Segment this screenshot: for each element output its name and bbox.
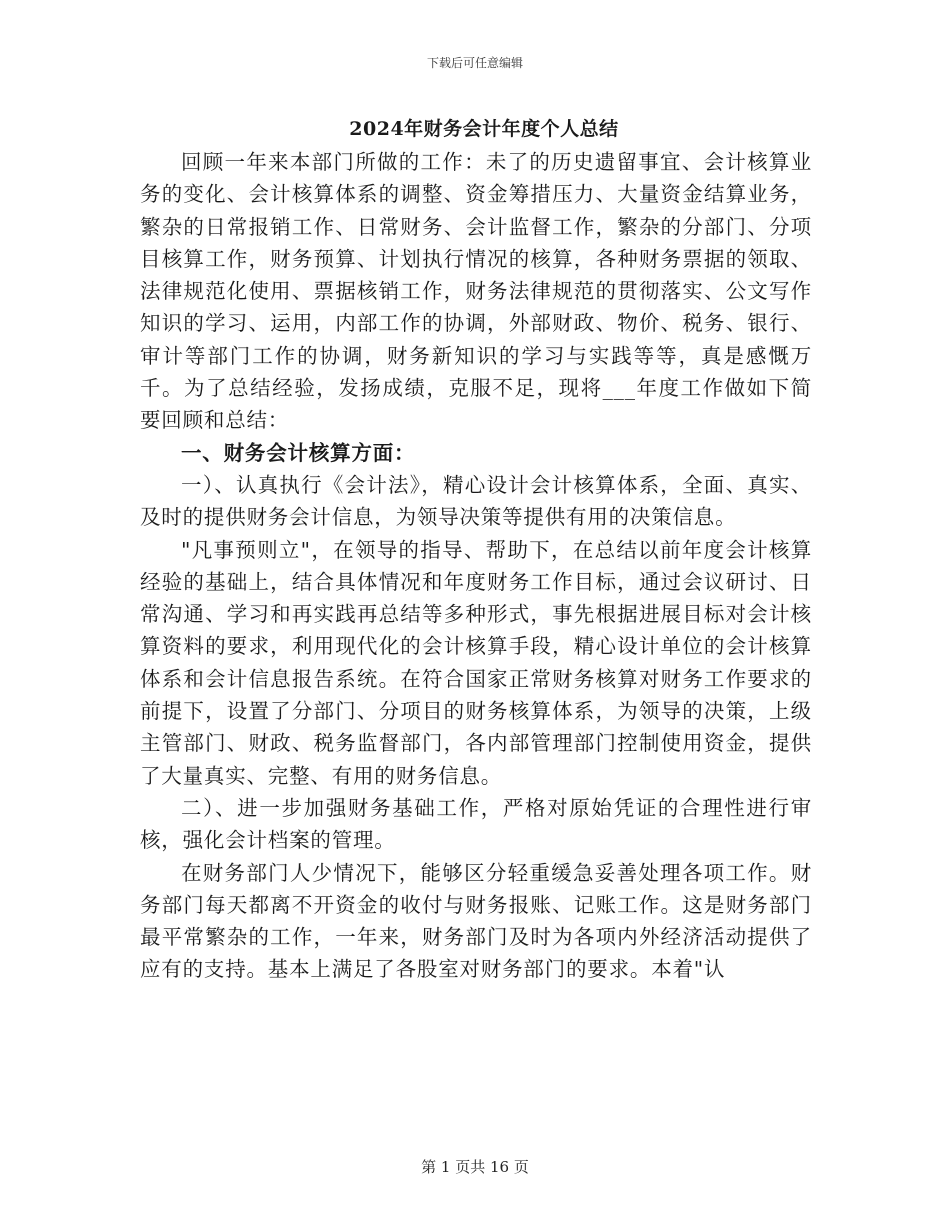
paragraph-item-1: 一）、认真执行《会计法》，精心设计会计核算体系，全面、真实、及时的提供财务会计信息，为领导决策等提供有用的决策信息。 xyxy=(140,472,812,530)
paragraph-item-2: 二）、进一步加强财务基础工作，严格对原始凭证的合理性进行审核，强化会计档案的管理。 xyxy=(140,795,812,853)
document-title: 2024年财务会计年度个人总结 xyxy=(349,118,619,140)
page-header-note: 下载后可任意编辑 xyxy=(426,56,523,70)
paragraph-planning: "凡事预则立"，在领导的指导、帮助下，在总结以前年度会计核算经验的基础上，结合具体情况和年度财务工作目标，通过会议研讨、日常沟通、学习和再实践再总结等多种形式，事先根据进展目标对会计核算资料的要求，利用现代化的会计核算手段，精心设计单位的会计核算体系和会计信息报告系统。在符合国家正常财务核算对财务工作要求的前提下，设置了分部门、分项目的财务核算体系，为领导的决策，上级主管部门、财政、税务监督部门，各内部管理部门控制使用资金，提供了大量真实、完整、有用的财务信息。 xyxy=(140,537,812,788)
document-body xyxy=(140,112,812,986)
paragraph-overview: 回顾一年来本部门所做的工作：未了的历史遗留事宜、会计核算业务的变化、会计核算体系的调整、资金筹措压力、大量资金结算业务，繁杂的日常报销工作、日常财务、会计监督工作，繁杂的分部门、分项目核算工作，财务预算、计划执行情况的核算，各种财务票据的领取、法律规范化使用、票据核销工作，财务法律规范的贯彻落实、公文写作知识的学习、运用，内部工作的协调，外部财政、物价、税务、银行、审计等部门工作的协调，财务新知识的学习与实践等等，真是感慨万千。为了总结经验，发扬成绩，克服不足，现将___年度工作做如下简要回顾和总结： xyxy=(140,150,812,433)
page-number: 第 1 页共 16 页 xyxy=(421,1158,529,1176)
paragraph-daily-work: 在财务部门人少情况下，能够区分轻重缓急妥善处理各项工作。财务部门每天都离不开资金的收付与财务报账、记账工作。这是财务部门最平常繁杂的工作，一年来，财务部门及时为各项内外经济活动提供了应有的支持。基本上满足了各股室对财务部门的要求。本着"认 xyxy=(140,860,812,982)
section-heading-accounting: 一、财务会计核算方面： xyxy=(181,440,416,465)
